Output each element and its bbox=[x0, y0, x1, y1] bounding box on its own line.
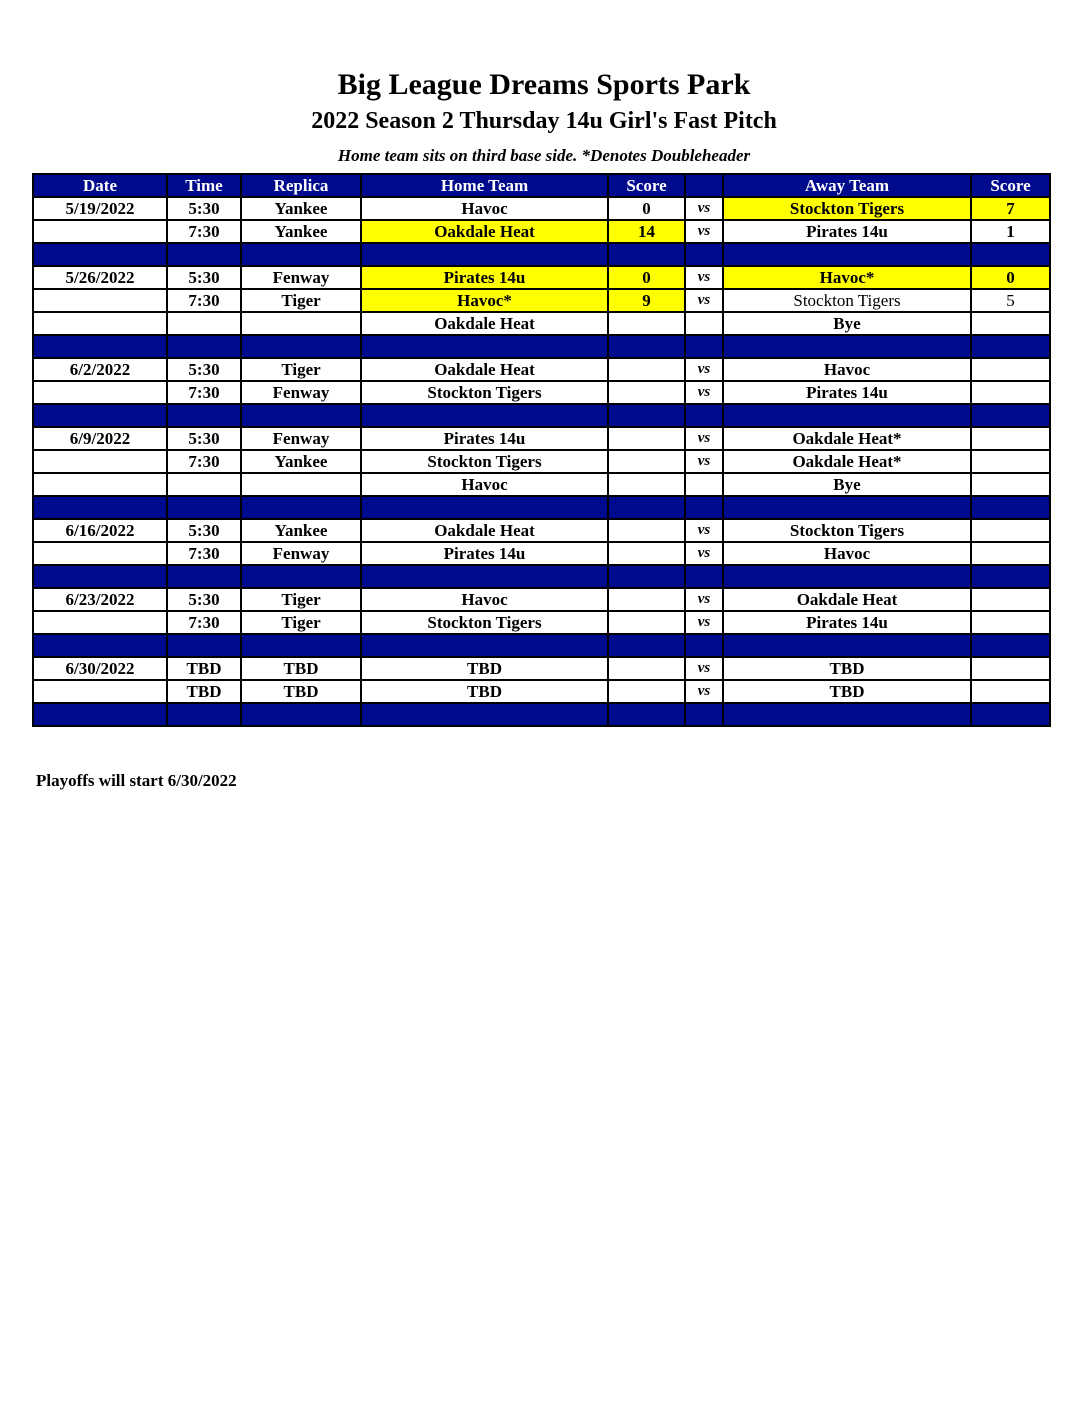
spacer-cell bbox=[685, 335, 723, 358]
home-score-cell: 9 bbox=[608, 289, 685, 312]
spacer-cell bbox=[241, 404, 361, 427]
table-row bbox=[33, 680, 1050, 703]
away-team-cell: Havoc bbox=[723, 542, 971, 565]
spacer-cell bbox=[723, 335, 971, 358]
home-score-cell bbox=[608, 657, 685, 680]
home-score-cell bbox=[608, 427, 685, 450]
table-row bbox=[33, 542, 1050, 565]
date-cell: 6/16/2022 bbox=[33, 519, 167, 542]
date-cell bbox=[33, 220, 167, 243]
spacer-cell bbox=[971, 496, 1050, 519]
schedule-table bbox=[32, 173, 1051, 727]
spacer-row bbox=[33, 243, 1050, 266]
spacer-cell bbox=[685, 703, 723, 726]
away-score-cell bbox=[971, 588, 1050, 611]
spacer-row bbox=[33, 565, 1050, 588]
spacer-row bbox=[33, 335, 1050, 358]
spacer-cell bbox=[971, 335, 1050, 358]
spacer-cell bbox=[723, 565, 971, 588]
table-row bbox=[33, 611, 1050, 634]
home-score-cell: 0 bbox=[608, 266, 685, 289]
spacer-cell bbox=[723, 404, 971, 427]
spacer-cell bbox=[167, 703, 241, 726]
time-cell: 5:30 bbox=[167, 197, 241, 220]
date-cell: 6/9/2022 bbox=[33, 427, 167, 450]
replica-cell: Tiger bbox=[241, 588, 361, 611]
spacer-cell bbox=[608, 703, 685, 726]
home-score-cell bbox=[608, 450, 685, 473]
away-team-cell: Pirates 14u bbox=[723, 381, 971, 404]
time-cell: TBD bbox=[167, 657, 241, 680]
time-cell: 5:30 bbox=[167, 427, 241, 450]
away-team-cell: Stockton Tigers bbox=[723, 519, 971, 542]
away-team-cell: Oakdale Heat* bbox=[723, 450, 971, 473]
table-row bbox=[33, 312, 1050, 335]
spacer-cell bbox=[971, 703, 1050, 726]
spacer-cell bbox=[971, 634, 1050, 657]
time-cell: 7:30 bbox=[167, 542, 241, 565]
spacer-cell bbox=[685, 496, 723, 519]
spacer-cell bbox=[241, 243, 361, 266]
away-team-cell: Bye bbox=[723, 312, 971, 335]
away-score-cell bbox=[971, 680, 1050, 703]
home-score-cell bbox=[608, 473, 685, 496]
home-team-cell: Havoc* bbox=[361, 289, 608, 312]
spacer-cell bbox=[608, 335, 685, 358]
home-team-cell: Stockton Tigers bbox=[361, 450, 608, 473]
away-score-cell bbox=[971, 473, 1050, 496]
table-row bbox=[33, 450, 1050, 473]
away-score-cell: 7 bbox=[971, 197, 1050, 220]
away-score-cell bbox=[971, 611, 1050, 634]
time-cell: 5:30 bbox=[167, 266, 241, 289]
column-header-replica: Replica bbox=[241, 174, 361, 197]
spacer-row bbox=[33, 703, 1050, 726]
home-team-cell: Oakdale Heat bbox=[361, 519, 608, 542]
replica-cell: Tiger bbox=[241, 611, 361, 634]
vs-cell: vs bbox=[685, 657, 723, 680]
away-team-cell: Pirates 14u bbox=[723, 611, 971, 634]
date-cell bbox=[33, 312, 167, 335]
spacer-cell bbox=[33, 703, 167, 726]
time-cell: 7:30 bbox=[167, 220, 241, 243]
away-team-cell: Oakdale Heat bbox=[723, 588, 971, 611]
date-cell bbox=[33, 473, 167, 496]
date-cell bbox=[33, 289, 167, 312]
replica-cell: Yankee bbox=[241, 197, 361, 220]
spacer-cell bbox=[971, 565, 1050, 588]
spacer-cell bbox=[33, 404, 167, 427]
time-cell: 5:30 bbox=[167, 519, 241, 542]
home-team-cell: Havoc bbox=[361, 197, 608, 220]
playoffs-note: Playoffs will start 6/30/2022 bbox=[36, 771, 237, 790]
away-score-cell bbox=[971, 657, 1050, 680]
spacer-cell bbox=[608, 243, 685, 266]
date-cell: 5/26/2022 bbox=[33, 266, 167, 289]
page-subtitle: 2022 Season 2 Thursday 14u Girl's Fast Pitch bbox=[311, 108, 777, 134]
spacer-cell bbox=[241, 703, 361, 726]
table-row bbox=[33, 588, 1050, 611]
spacer-cell bbox=[167, 404, 241, 427]
spacer-cell bbox=[361, 404, 608, 427]
spacer-cell bbox=[33, 565, 167, 588]
away-score-cell bbox=[971, 427, 1050, 450]
spacer-cell bbox=[608, 404, 685, 427]
home-score-cell bbox=[608, 519, 685, 542]
spacer-cell bbox=[241, 565, 361, 588]
spacer-cell bbox=[241, 634, 361, 657]
home-team-cell: Stockton Tigers bbox=[361, 611, 608, 634]
replica-cell: Fenway bbox=[241, 542, 361, 565]
away-score-cell bbox=[971, 450, 1050, 473]
table-row bbox=[33, 289, 1050, 312]
time-cell: 7:30 bbox=[167, 450, 241, 473]
home-score-cell bbox=[608, 588, 685, 611]
away-score-cell bbox=[971, 358, 1050, 381]
spacer-cell bbox=[167, 243, 241, 266]
spacer-row bbox=[33, 496, 1050, 519]
home-team-cell: Stockton Tigers bbox=[361, 381, 608, 404]
vs-cell: vs bbox=[685, 427, 723, 450]
home-team-cell: TBD bbox=[361, 680, 608, 703]
away-score-cell bbox=[971, 519, 1050, 542]
time-cell bbox=[167, 473, 241, 496]
away-team-cell: Bye bbox=[723, 473, 971, 496]
vs-cell: vs bbox=[685, 197, 723, 220]
date-cell bbox=[33, 381, 167, 404]
vs-cell: vs bbox=[685, 450, 723, 473]
replica-cell: Fenway bbox=[241, 381, 361, 404]
home-score-cell bbox=[608, 680, 685, 703]
replica-cell: Yankee bbox=[241, 220, 361, 243]
away-score-cell: 1 bbox=[971, 220, 1050, 243]
spacer-cell bbox=[608, 496, 685, 519]
replica-cell: Fenway bbox=[241, 266, 361, 289]
spacer-cell bbox=[167, 496, 241, 519]
date-cell bbox=[33, 542, 167, 565]
spacer-cell bbox=[723, 703, 971, 726]
home-team-cell: Pirates 14u bbox=[361, 542, 608, 565]
vs-cell: vs bbox=[685, 220, 723, 243]
time-cell: 5:30 bbox=[167, 358, 241, 381]
home-score-cell: 14 bbox=[608, 220, 685, 243]
replica-cell: Fenway bbox=[241, 427, 361, 450]
spacer-cell bbox=[167, 335, 241, 358]
column-header-home-team: Home Team bbox=[361, 174, 608, 197]
table-row bbox=[33, 266, 1050, 289]
spacer-cell bbox=[608, 565, 685, 588]
spacer-row bbox=[33, 404, 1050, 427]
vs-cell: vs bbox=[685, 542, 723, 565]
spacer-cell bbox=[361, 335, 608, 358]
replica-cell bbox=[241, 312, 361, 335]
away-team-cell: Havoc bbox=[723, 358, 971, 381]
time-cell: 7:30 bbox=[167, 381, 241, 404]
replica-cell: TBD bbox=[241, 657, 361, 680]
home-team-cell: Oakdale Heat bbox=[361, 312, 608, 335]
time-cell: 7:30 bbox=[167, 289, 241, 312]
spacer-cell bbox=[685, 565, 723, 588]
column-header-away-team: Away Team bbox=[723, 174, 971, 197]
vs-cell: vs bbox=[685, 588, 723, 611]
time-cell: TBD bbox=[167, 680, 241, 703]
spacer-row bbox=[33, 634, 1050, 657]
spacer-cell bbox=[685, 404, 723, 427]
vs-cell: vs bbox=[685, 611, 723, 634]
page-title: Big League Dreams Sports Park bbox=[337, 68, 751, 101]
spacer-cell bbox=[361, 243, 608, 266]
spacer-cell bbox=[361, 634, 608, 657]
away-score-cell: 0 bbox=[971, 266, 1050, 289]
table-row bbox=[33, 473, 1050, 496]
vs-cell: vs bbox=[685, 381, 723, 404]
date-cell: 5/19/2022 bbox=[33, 197, 167, 220]
vs-cell: vs bbox=[685, 289, 723, 312]
spacer-cell bbox=[33, 634, 167, 657]
spacer-cell bbox=[33, 496, 167, 519]
spacer-cell bbox=[971, 243, 1050, 266]
column-header-date: Date bbox=[33, 174, 167, 197]
home-team-cell: Oakdale Heat bbox=[361, 358, 608, 381]
away-team-cell: TBD bbox=[723, 680, 971, 703]
date-cell: 6/30/2022 bbox=[33, 657, 167, 680]
spacer-cell bbox=[167, 565, 241, 588]
replica-cell: Tiger bbox=[241, 289, 361, 312]
home-team-cell: Pirates 14u bbox=[361, 266, 608, 289]
home-score-cell bbox=[608, 611, 685, 634]
replica-cell: Yankee bbox=[241, 450, 361, 473]
spacer-cell bbox=[971, 404, 1050, 427]
spacer-cell bbox=[33, 243, 167, 266]
replica-cell: Yankee bbox=[241, 519, 361, 542]
spacer-cell bbox=[723, 496, 971, 519]
date-cell bbox=[33, 611, 167, 634]
away-team-cell: Oakdale Heat* bbox=[723, 427, 971, 450]
table-row bbox=[33, 220, 1050, 243]
spacer-cell bbox=[361, 565, 608, 588]
time-cell: 5:30 bbox=[167, 588, 241, 611]
spacer-cell bbox=[167, 634, 241, 657]
home-team-cell: TBD bbox=[361, 657, 608, 680]
spacer-cell bbox=[361, 703, 608, 726]
column-header-away-score: Score bbox=[971, 174, 1050, 197]
home-score-cell bbox=[608, 358, 685, 381]
column-header-vs bbox=[685, 174, 723, 197]
column-header-time: Time bbox=[167, 174, 241, 197]
replica-cell: TBD bbox=[241, 680, 361, 703]
schedule-body bbox=[33, 197, 1050, 726]
date-cell: 6/2/2022 bbox=[33, 358, 167, 381]
table-row bbox=[33, 358, 1050, 381]
vs-cell bbox=[685, 473, 723, 496]
away-score-cell bbox=[971, 542, 1050, 565]
home-team-cell: Oakdale Heat bbox=[361, 220, 608, 243]
spacer-cell bbox=[685, 243, 723, 266]
date-cell: 6/23/2022 bbox=[33, 588, 167, 611]
date-cell bbox=[33, 450, 167, 473]
spacer-cell bbox=[361, 496, 608, 519]
away-team-cell: TBD bbox=[723, 657, 971, 680]
home-score-cell: 0 bbox=[608, 197, 685, 220]
away-team-cell: Stockton Tigers bbox=[723, 197, 971, 220]
spacer-cell bbox=[241, 335, 361, 358]
table-row bbox=[33, 427, 1050, 450]
spacer-cell bbox=[723, 634, 971, 657]
away-score-cell: 5 bbox=[971, 289, 1050, 312]
spacer-cell bbox=[241, 496, 361, 519]
home-score-cell bbox=[608, 381, 685, 404]
time-cell: 7:30 bbox=[167, 611, 241, 634]
away-score-cell bbox=[971, 381, 1050, 404]
column-header-home-score: Score bbox=[608, 174, 685, 197]
table-row bbox=[33, 519, 1050, 542]
home-team-cell: Havoc bbox=[361, 588, 608, 611]
spacer-cell bbox=[685, 634, 723, 657]
away-team-cell: Stockton Tigers bbox=[723, 289, 971, 312]
table-header-row bbox=[33, 174, 1050, 197]
away-team-cell: Havoc* bbox=[723, 266, 971, 289]
vs-cell: vs bbox=[685, 680, 723, 703]
replica-cell bbox=[241, 473, 361, 496]
vs-cell: vs bbox=[685, 266, 723, 289]
vs-cell: vs bbox=[685, 519, 723, 542]
away-score-cell bbox=[971, 312, 1050, 335]
home-team-cell: Havoc bbox=[361, 473, 608, 496]
spacer-cell bbox=[723, 243, 971, 266]
vs-cell: vs bbox=[685, 358, 723, 381]
spacer-cell bbox=[33, 335, 167, 358]
date-cell bbox=[33, 680, 167, 703]
table-row bbox=[33, 657, 1050, 680]
vs-cell bbox=[685, 312, 723, 335]
replica-cell: Tiger bbox=[241, 358, 361, 381]
time-cell bbox=[167, 312, 241, 335]
away-team-cell: Pirates 14u bbox=[723, 220, 971, 243]
home-score-cell bbox=[608, 312, 685, 335]
home-team-cell: Pirates 14u bbox=[361, 427, 608, 450]
table-row bbox=[33, 381, 1050, 404]
spacer-cell bbox=[608, 634, 685, 657]
home-team-note: Home team sits on third base side. *Denotes Doubleheader bbox=[337, 146, 751, 165]
home-score-cell bbox=[608, 542, 685, 565]
table-row bbox=[33, 197, 1050, 220]
